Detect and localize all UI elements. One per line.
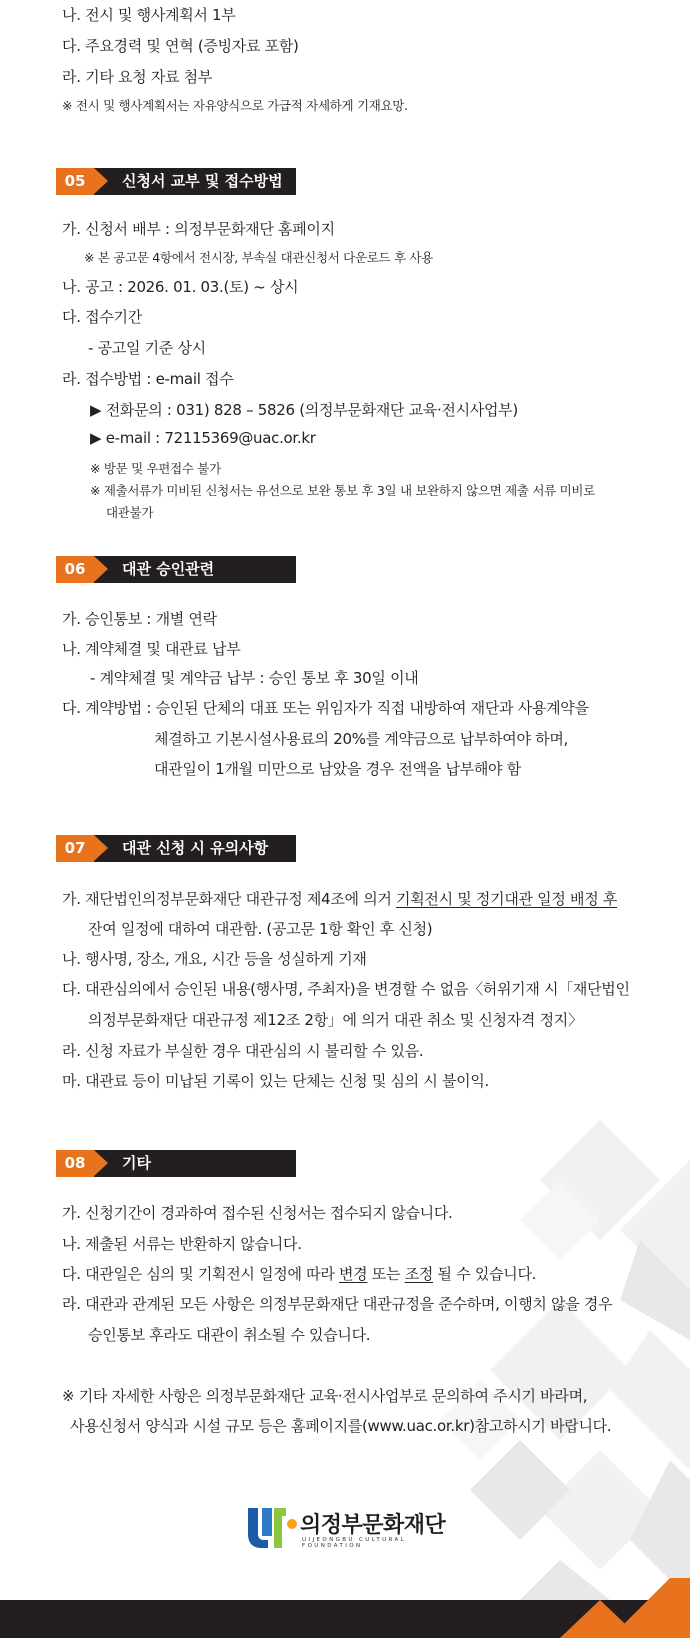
foundation-logo xyxy=(246,1506,446,1550)
s08-underlined-change: 변경 xyxy=(338,1265,368,1283)
s07-line-3: 나. 행사명, 장소, 개요, 시간 등을 성실하게 기재 xyxy=(62,950,367,968)
foundation-logo-mark-icon xyxy=(246,1506,298,1548)
closing-line-1: ※ 기타 자세한 사항은 의정부문화재단 교육·전시사업부로 문의하여 주시기 바라며, xyxy=(62,1387,588,1405)
s06-line-4: 다. 계약방법 : 승인된 단체의 대표 또는 위임자가 직접 내방하여 재단과 사용계약을 xyxy=(62,699,589,717)
s07-line-1 xyxy=(62,888,617,909)
s08-line-3-c: 될 수 있습니다. xyxy=(433,1265,537,1283)
footer-accent-shape xyxy=(540,1578,690,1638)
s08-line-5: 승인통보 후라도 대관이 취소될 수 있습니다. xyxy=(88,1326,371,1344)
s08-line-3-b: 또는 xyxy=(367,1265,405,1283)
s07-line-2: 잔여 일정에 대하여 대관함. (공고문 1항 확인 후 신청) xyxy=(88,920,433,938)
s05-line-4: - 공고일 기준 상시 xyxy=(88,339,206,357)
s05-line-3: 다. 접수기간 xyxy=(62,308,142,326)
s07-line-6: 라. 신청 자료가 부실한 경우 대관심의 시 불리할 수 있음. xyxy=(62,1042,424,1060)
s05-note-2: ※ 방문 및 우편접수 불가 xyxy=(90,461,221,476)
s08-line-3 xyxy=(62,1263,536,1284)
section-number: 08 xyxy=(56,1150,94,1177)
s07-line-1-text: 가. 재단법인의정부문화재단 대관규정 제4조에 의거 xyxy=(62,890,397,908)
s07-line-5: 의정부문화재단 대관규정 제12조 2항」에 의거 대관 취소 및 신청자격 정지〉 xyxy=(88,1011,583,1029)
section-title: 대관 신청 시 유의사항 xyxy=(94,835,296,862)
s08-line-3-a: 다. 대관일은 심의 및 기획전시 일정에 따라 xyxy=(62,1265,339,1283)
section-header-06 xyxy=(56,556,296,583)
s06-line-6: 대관일이 1개월 미만으로 남았을 경우 전액을 납부해야 함 xyxy=(154,760,521,778)
section-number: 07 xyxy=(56,835,94,862)
s06-line-2: 나. 계약체결 및 대관료 납부 xyxy=(62,640,241,658)
s08-line-1: 가. 신청기간이 경과하여 접수된 신청서는 접수되지 않습니다. xyxy=(62,1204,453,1222)
section-number: 06 xyxy=(56,556,94,583)
line-top-na: 나. 전시 및 행사계획서 1부 xyxy=(62,6,236,24)
s05-line-1: 가. 신청서 배부 : 의정부문화재단 홈페이지 xyxy=(62,220,335,238)
line-top-ra: 라. 기타 요청 자료 첨부 xyxy=(62,68,213,86)
s05-line-2: 나. 공고 : 2026. 01. 03.(토) ~ 상시 xyxy=(62,278,299,296)
s05-note-3: ※ 제출서류가 미비된 신청서는 유선으로 보완 통보 후 3일 내 보완하지 않으면 제출 서류 미비로 xyxy=(90,483,595,498)
foundation-logo-name: 의정부문화재단 xyxy=(300,1513,446,1538)
s08-underlined-adjust: 조정 xyxy=(404,1265,434,1283)
closing-line-2: 사용신청서 양식과 시설 규모 등은 홈페이지를(www.uac.or.kr)참고하시기 바랍니다. xyxy=(70,1417,612,1435)
line-top-da: 다. 주요경력 및 연혁 (증빙자료 포함) xyxy=(62,37,299,55)
s05-note-1: ※ 본 공고문 4항에서 전시장, 부속실 대관신청서 다운로드 후 사용 xyxy=(84,250,433,265)
section-title: 신청서 교부 및 접수방법 xyxy=(94,168,296,195)
foundation-logo-subtitle: UIJEONGBU CULTURAL FOUNDATION xyxy=(302,1537,407,1549)
s08-line-2: 나. 제출된 서류는 반환하지 않습니다. xyxy=(62,1235,302,1253)
section-title: 대관 승인관련 xyxy=(94,556,296,583)
s08-line-4: 라. 대관과 관계된 모든 사항은 의정부문화재단 대관규정을 준수하며, 이행치 않을 경우 xyxy=(62,1295,613,1313)
s06-line-3: - 계약체결 및 계약금 납부 : 승인 통보 후 30일 이내 xyxy=(90,669,419,687)
s06-line-5: 체결하고 기본시설사용료의 20%를 계약금으로 납부하여야 하며, xyxy=(154,730,569,748)
s07-line-4: 다. 대관심의에서 승인된 내용(행사명, 주최자)을 변경할 수 없음〈허위기재 시「재단법인 xyxy=(62,980,630,998)
s06-line-1: 가. 승인통보 : 개별 연락 xyxy=(62,610,217,628)
section-title: 기타 xyxy=(94,1150,296,1177)
s05-phone: ▶ 전화문의 : 031) 828 – 5826 (의정부문화재단 교육·전시사업부) xyxy=(90,401,518,419)
s05-note-3-cont: 대관불가 xyxy=(106,505,154,520)
section-header-08 xyxy=(56,1150,296,1177)
s07-line-7: 마. 대관료 등이 미납된 기록이 있는 단체는 신청 및 심의 시 불이익. xyxy=(62,1072,490,1090)
section-header-07 xyxy=(56,835,296,862)
s05-email[interactable]: ▶ e-mail : 72115369@uac.or.kr xyxy=(90,429,316,447)
section-header-05 xyxy=(56,168,296,195)
s07-underlined-text: 기획전시 및 정기대관 일정 배정 후 xyxy=(396,890,618,908)
section-number: 05 xyxy=(56,168,94,195)
note-top: ※ 전시 및 행사계획서는 자유양식으로 가급적 자세하게 기재요망. xyxy=(62,98,408,113)
s05-line-5: 라. 접수방법 : e-mail 접수 xyxy=(62,370,234,388)
